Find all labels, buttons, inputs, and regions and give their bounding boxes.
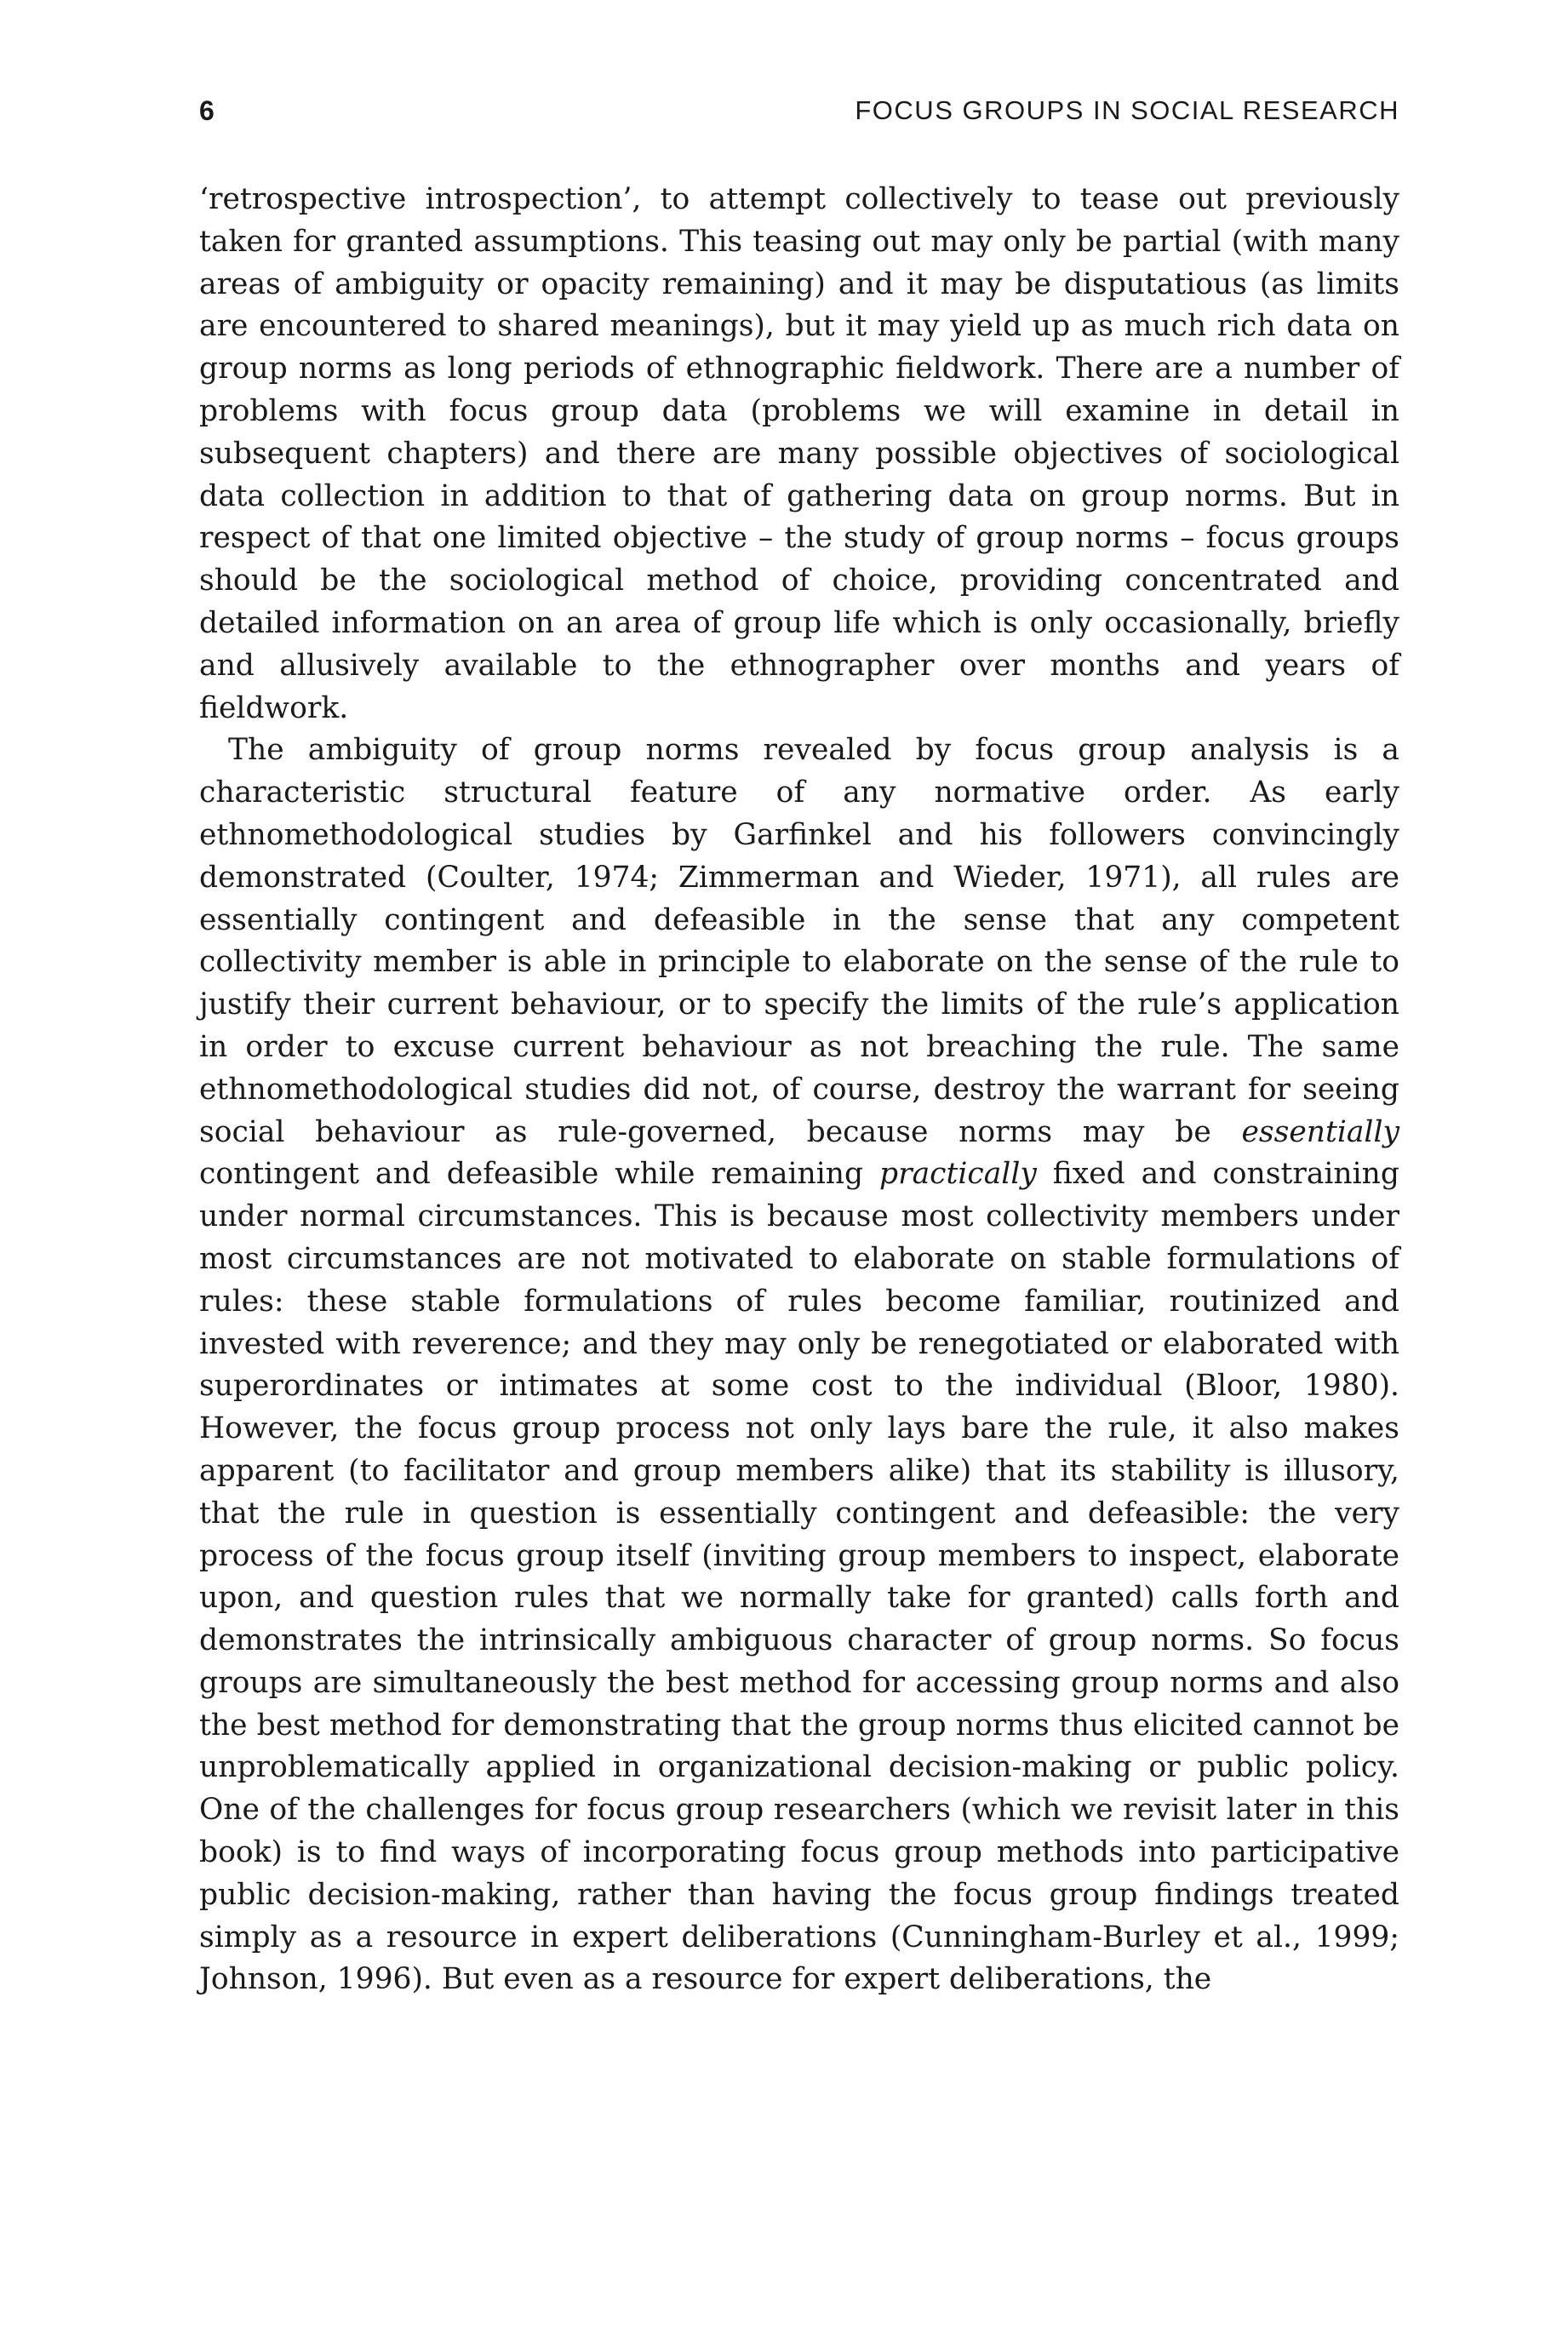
book-title: FOCUS GROUPS IN SOCIAL RESEARCH (855, 95, 1399, 125)
paragraph-2 (199, 730, 1399, 2001)
emphasis-practically: practically (879, 1157, 1037, 1192)
paragraph-2-part-3: fixed and constraining under normal circumstances. This is because most collectivity members under most circumstances are not motivated to elaborate on stable formulations of rules: these stable formulations of rules become familiar, routinized and invested with reverence; and they may only be renegotiated or elaborated with superordinates or intimates at some cost to the individual (Bloor, 1980). However, the focus group process not only lays bare the rule, it also makes apparent (to facilitator and group members alike) that its stability is illusory, that the rule in question is essentially contingent and defeasible: the very process of the focus group itself (inviting group members to inspect, elaborate upon, and question rules that we normally take for granted) calls forth and demonstrates the intrinsically ambiguous character of group norms. So focus groups are simultaneously the best method for accessing group norms and also the best method for demonstrating that the group norms thus elicited cannot be unproblematically applied in organizational decision-making or public policy. One of the challenges for focus group researchers (which we revisit later in this book) is to find ways of incorporating focus group methods into participative public decision-making, rather than having the focus group findings treated simply as a resource in expert deliberations (Cunningham-Burley et al., 1999; Johnson, 1996). But even as a resource for expert deliberations, the (199, 1157, 1399, 1997)
emphasis-essentially: essentially (1241, 1114, 1399, 1149)
paragraph-2-part-1: The ambiguity of group norms revealed by focus group analysis is a characteristic structural feature of any normative order. As early ethnomethodological studies by Garfinkel and his followers convincingly demonstrated (Coulter, 1974; Zimmerman and Wieder, 1971), all rules are essentially contingent and defeasible in the sense that any competent collectivity member is able in principle to elaborate on the sense of the rule to justify their current behaviour, or to specify the limits of the rule’s application in order to excuse current behaviour as not breaching the rule. The same ethnomethodological studies did not, of course, destroy the warrant for seeing social behaviour as rule-governed, because norms may be (199, 733, 1399, 1149)
body-text (199, 179, 1399, 2001)
paragraph-2-part-2: contingent and defeasible while remaining (199, 1157, 880, 1192)
paragraph-1: ‘retrospective introspection’, to attempt collectively to tease out previously taken for granted assumptions. This teasing out may only be partial (with many areas of ambiguity or opacity remaining) and it may be disputatious (as limits are encountered to shared meanings), but it may yield up as much rich data on group norms as long periods of ethnographic fieldwork. There are a number of problems with focus group data (problems we will examine in detail in subsequent chapters) and there are many possible objectives of sociological data collection in addition to that of gathering data on group norms. But in respect of that one limited objective – the study of group norms – focus groups should be the sociological method of choice, providing concentrated and detailed information on an area of group life which is only occasionally, briefly and allusively available to the ethnographer over months and years of fieldwork. (199, 182, 1399, 725)
running-head (199, 95, 1399, 138)
page-number: 6 (199, 95, 215, 126)
